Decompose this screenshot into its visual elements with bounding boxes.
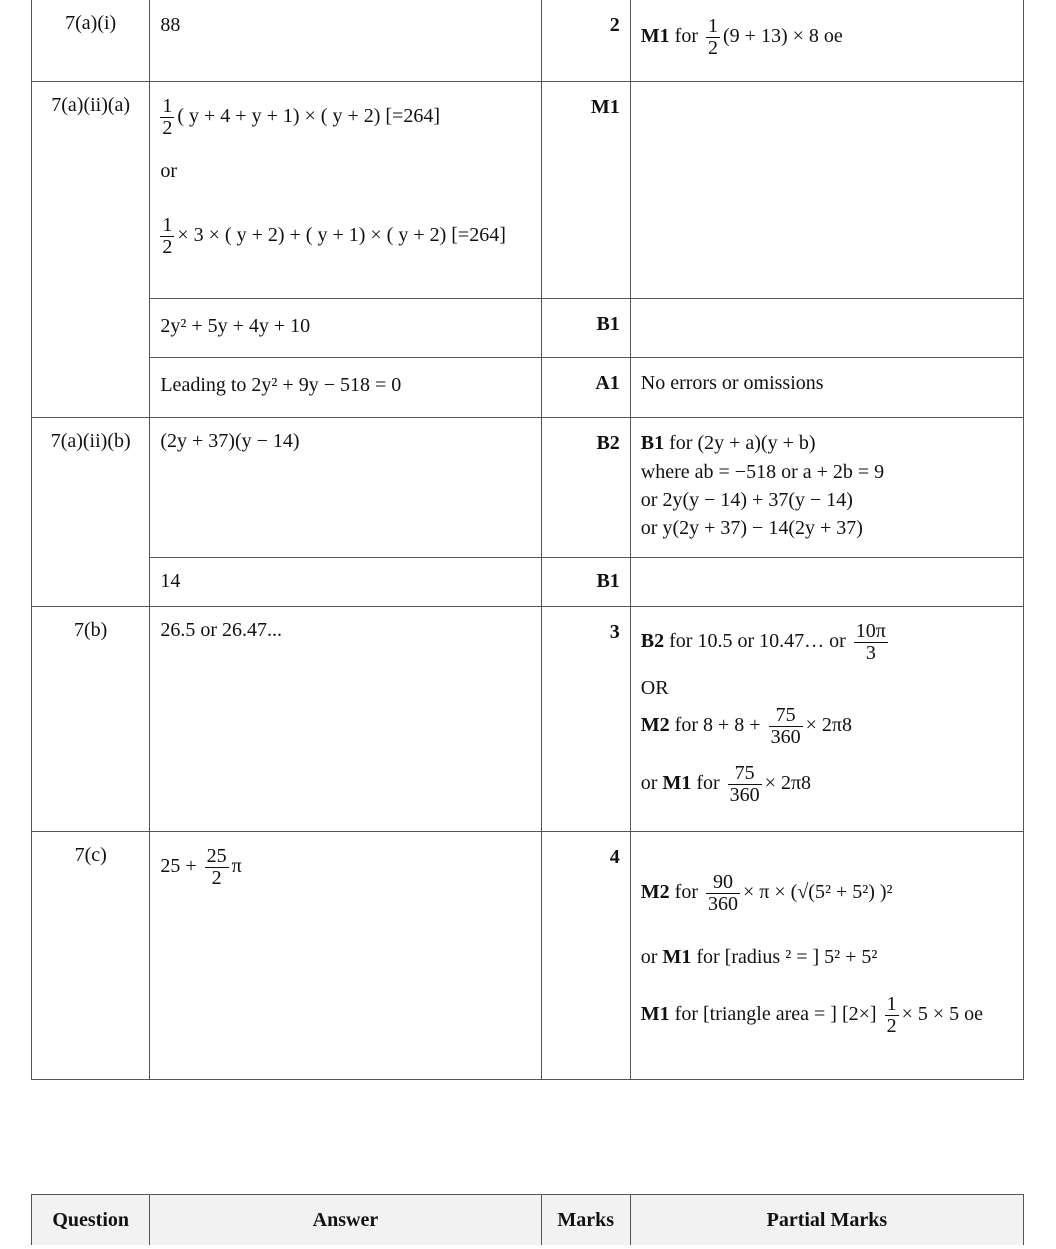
numerator: 25 — [206, 845, 227, 867]
mark-scheme-table — [31, 0, 1024, 1080]
partial-marks-cell: No errors or omissions — [630, 358, 1023, 418]
text: ( y + 4 + y + 1) × ( y + 2) [=264] — [177, 105, 440, 128]
partial-marks-cell — [630, 82, 1023, 299]
fraction — [728, 763, 762, 806]
text: × 2π8 — [805, 714, 852, 737]
text: × 2π8 — [764, 772, 812, 795]
table-row — [32, 832, 1024, 1080]
text: × π × (√(5² + 5²) )² — [743, 881, 893, 904]
denominator: 360 — [729, 784, 760, 806]
partial-line — [641, 621, 1013, 677]
text: for 10.5 or 10.47… or — [664, 630, 851, 653]
answer-cell — [150, 82, 541, 299]
table-row — [32, 358, 1024, 418]
numerator: 1 — [162, 214, 173, 236]
text: for — [691, 772, 725, 795]
denominator: 2 — [211, 867, 222, 889]
denominator: 3 — [865, 642, 876, 664]
partial-line: OR — [640, 677, 669, 699]
mark-code: M2 — [640, 714, 670, 737]
fraction — [160, 215, 174, 258]
fraction — [854, 621, 888, 664]
answer-line — [160, 215, 530, 258]
partial-line: where ab = −518 or a + 2b = 9 — [640, 461, 885, 483]
numerator: 1 — [708, 15, 718, 37]
or-text: or — [160, 160, 178, 182]
numerator: 75 — [769, 705, 803, 727]
partial-marks-cell — [630, 418, 1023, 558]
mark-code: B2 — [640, 630, 665, 653]
text: or — [640, 946, 663, 968]
table-row — [32, 418, 1024, 558]
partial-line — [641, 705, 1013, 763]
marks-cell: B1 — [541, 299, 630, 358]
denominator: 2 — [162, 117, 173, 139]
partial-marks-cell — [630, 607, 1023, 832]
mark-code: M1 — [662, 772, 692, 795]
text: for — [669, 881, 703, 904]
answer-cell: Leading to 2y² + 9y − 518 = 0 — [150, 358, 541, 418]
numerator: 1 — [886, 993, 897, 1015]
partial-marks-cell — [630, 558, 1023, 607]
question-cell: 7(c) — [32, 832, 150, 1080]
table-row — [32, 0, 1024, 82]
mark-code: M1 — [662, 946, 692, 968]
marks-cell: 3 — [541, 607, 630, 832]
text: or — [640, 772, 663, 795]
denominator: 360 — [770, 726, 801, 748]
marks-cell: 4 — [541, 832, 630, 1080]
header-marks: Marks — [541, 1195, 630, 1246]
marks-cell: B1 — [541, 558, 630, 607]
header-partial-marks: Partial Marks — [630, 1195, 1023, 1246]
answer-cell: 2y² + 5y + 4y + 10 — [150, 299, 541, 358]
marks-cell: 2 — [541, 0, 630, 82]
numerator: 10π — [855, 620, 886, 642]
mark-code: M1 — [640, 1003, 670, 1026]
partial-marks-cell — [630, 299, 1023, 358]
fraction — [885, 994, 899, 1037]
partial-line — [641, 763, 1013, 806]
mark-code: M2 — [640, 881, 670, 904]
text: for — [669, 25, 703, 48]
fraction — [706, 16, 720, 59]
numerator: 1 — [162, 95, 173, 117]
marks-cell: M1 — [541, 82, 630, 299]
partial-line: or y(2y + 37) − 14(2y + 37) — [640, 517, 863, 539]
partial-marks-cell — [630, 832, 1023, 1080]
partial-line: or 2y(y − 14) + 37(y − 14) — [640, 489, 853, 511]
fraction — [160, 96, 174, 139]
answer-cell — [150, 832, 541, 1080]
partial-line — [641, 428, 1013, 458]
partial-line — [641, 994, 1013, 1037]
table-row — [32, 299, 1024, 358]
text: π — [231, 855, 242, 878]
question-cell: 7(a)(ii)(a) — [32, 82, 150, 418]
table-row — [32, 558, 1024, 607]
fraction — [706, 872, 740, 915]
partial-line — [641, 872, 1013, 946]
answer-cell: 14 — [150, 558, 541, 607]
fraction — [769, 705, 803, 748]
numerator: 75 — [728, 763, 762, 785]
text: for (2y + a)(y + b) — [664, 432, 816, 454]
text: (9 + 13) × 8 oe — [723, 25, 843, 48]
table-row — [32, 82, 1024, 299]
table-header — [31, 1194, 1024, 1245]
text: for [radius ² = ] 5² + 5² — [691, 946, 878, 968]
partial-line — [641, 946, 1013, 994]
header-question: Question — [32, 1195, 150, 1246]
question-cell: 7(b) — [32, 607, 150, 832]
mark-code: B1 — [640, 432, 665, 454]
partial-marks-cell — [630, 0, 1023, 82]
answer-cell: (2y + 37)(y − 14) — [150, 418, 541, 558]
numerator: 90 — [706, 872, 740, 894]
header-answer: Answer — [150, 1195, 541, 1246]
text: × 5 × 5 oe — [901, 1003, 984, 1026]
table-row — [32, 607, 1024, 832]
text: × 3 × ( y + 2) + ( y + 1) × ( y + 2) [=264] — [177, 224, 506, 247]
denominator: 2 — [162, 236, 173, 258]
answer-line — [160, 96, 530, 152]
denominator: 360 — [708, 893, 738, 915]
denominator: 2 — [886, 1015, 897, 1037]
text: for 8 + 8 + — [669, 714, 766, 737]
question-cell: 7(a)(ii)(b) — [32, 418, 150, 607]
marks-cell: A1 — [541, 358, 630, 418]
marks-cell: B2 — [541, 418, 630, 558]
mark-code: M1 — [640, 25, 670, 48]
answer-cell: 26.5 or 26.47... — [150, 607, 541, 832]
answer-cell: 88 — [150, 0, 541, 82]
text: 25 + — [160, 855, 202, 878]
text: for [triangle area = ] [2×] — [669, 1003, 882, 1026]
denominator: 2 — [708, 37, 718, 59]
fraction — [205, 846, 229, 889]
question-cell: 7(a)(i) — [32, 0, 150, 82]
